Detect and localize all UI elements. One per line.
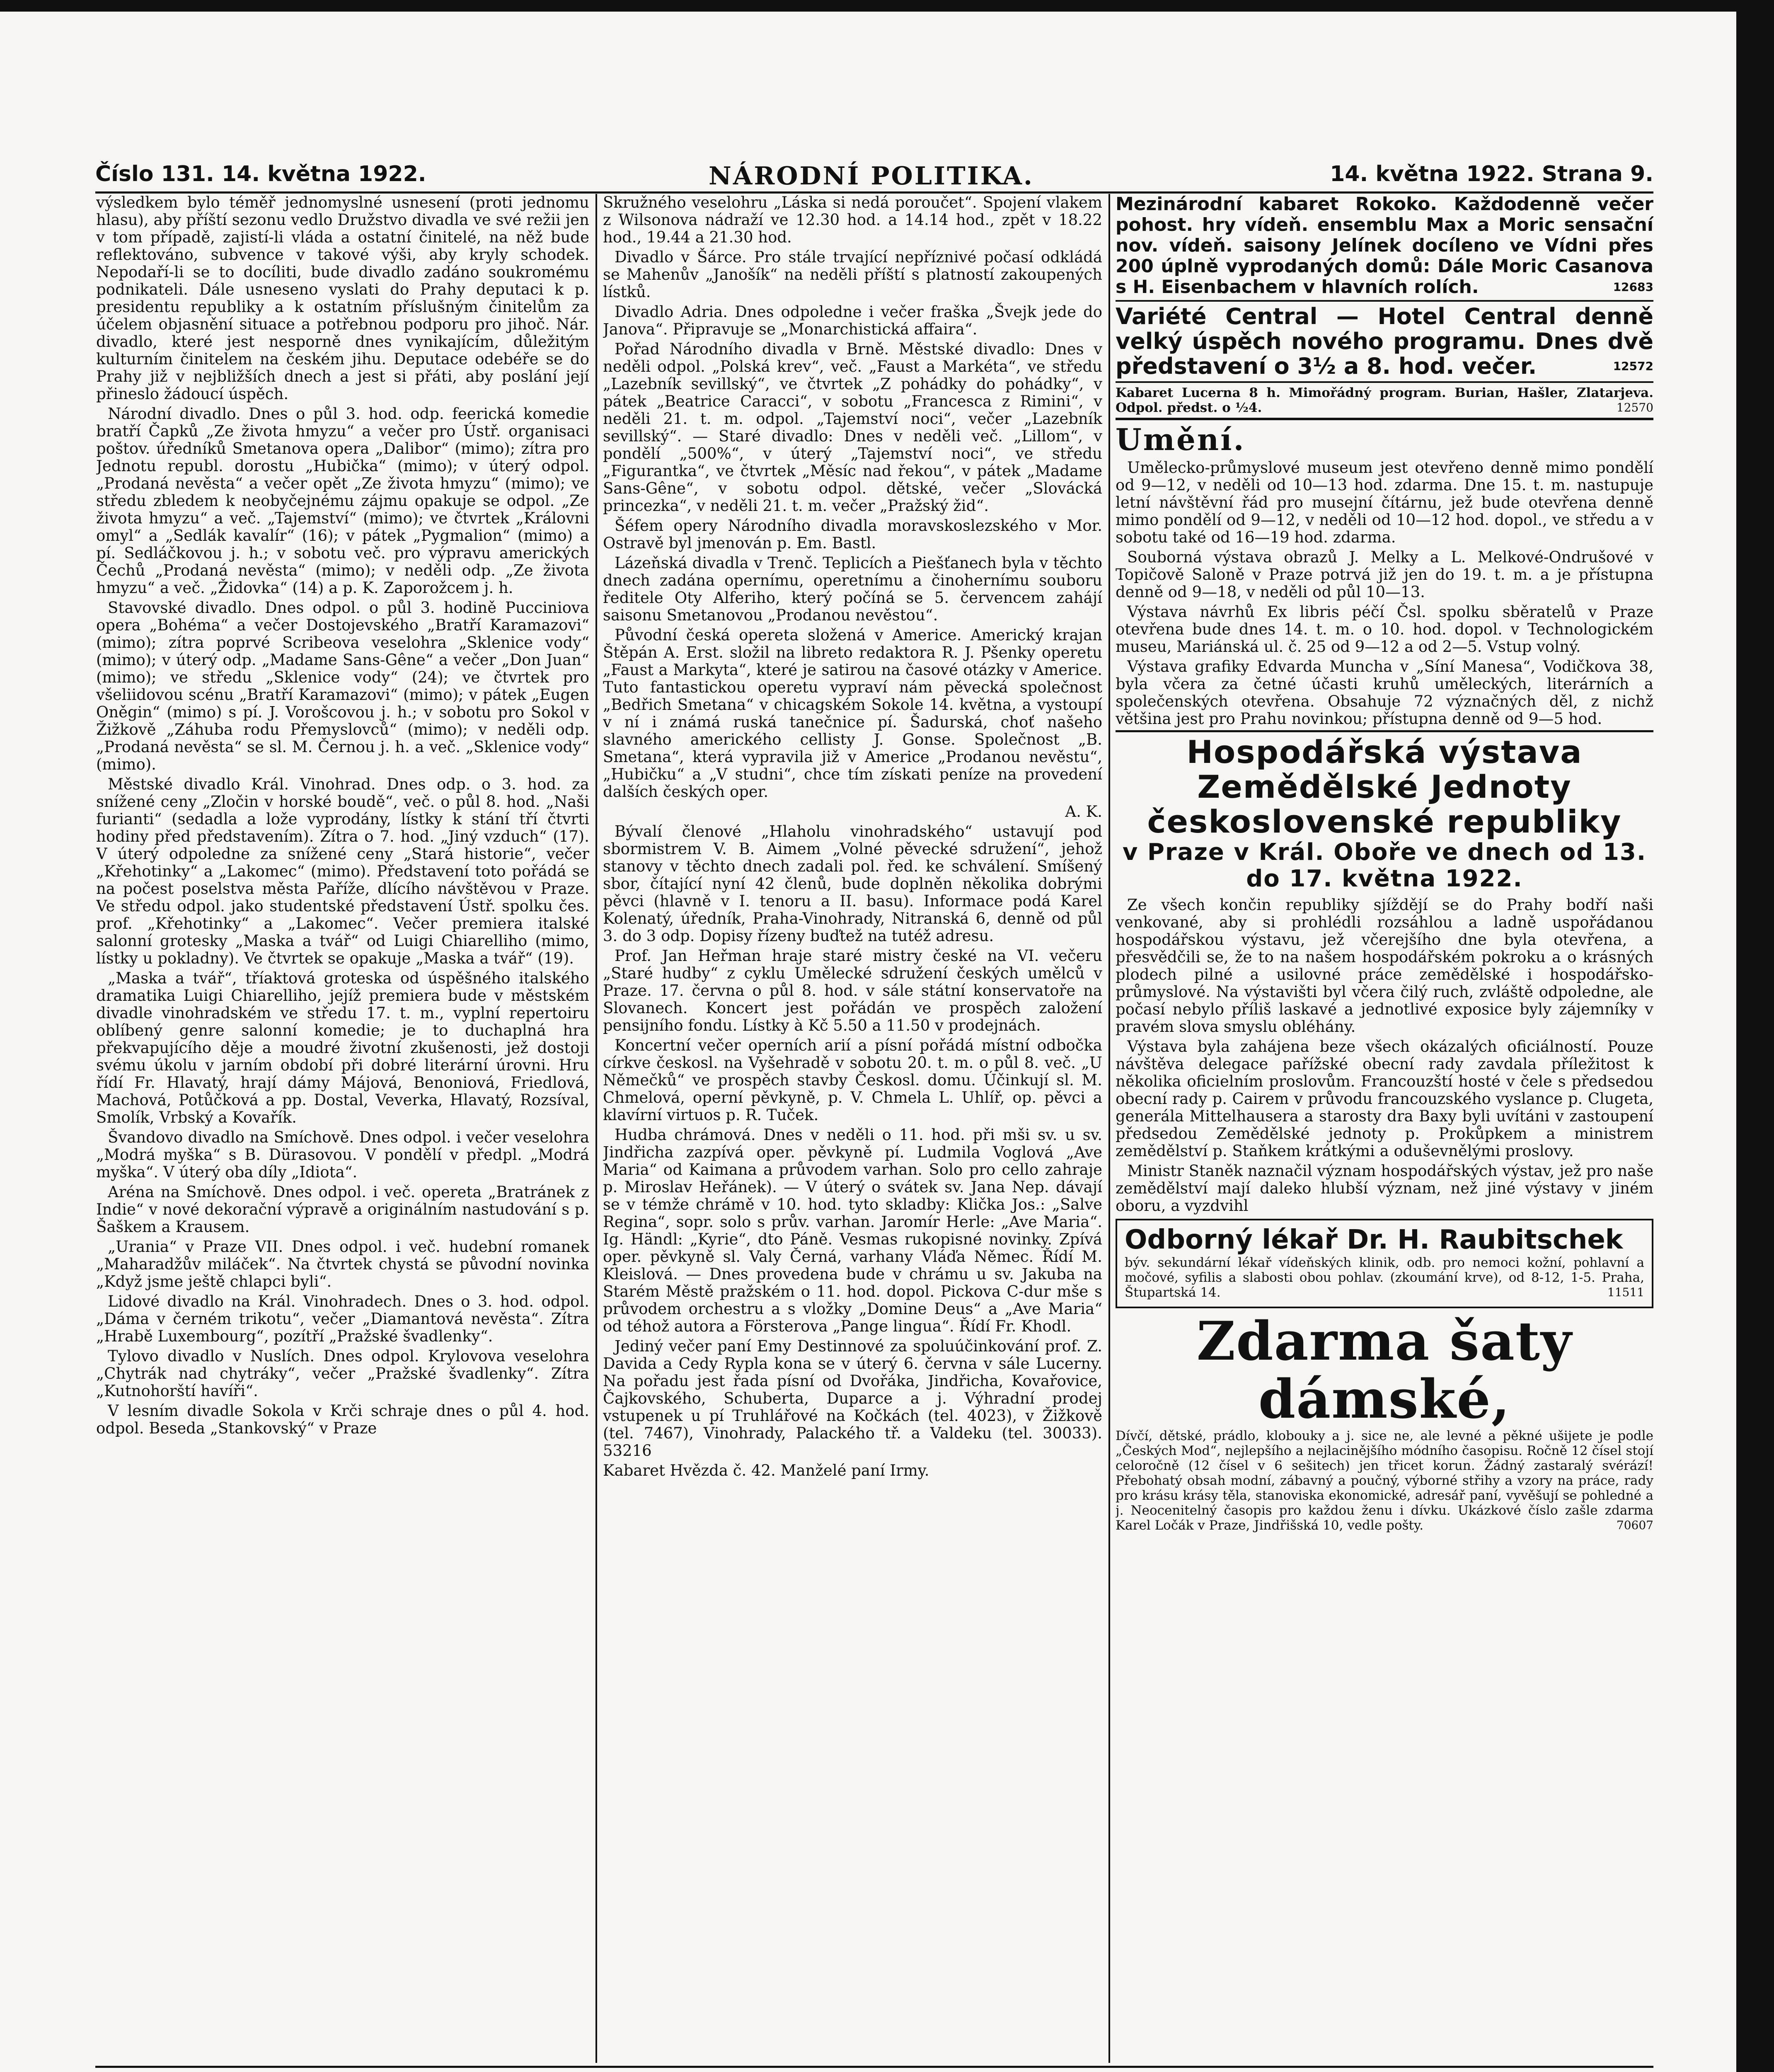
article-paragraph: Národní divadlo. Dnes o půl 3. hod. odp. feerická komedie bratří Čapků „Ze života hmyzu“ a večer pro Ústř. organisaci poštov. úředníků Smetanova opera „Dalibor“ (mimo); zítra pro Jednotu republ. dorostu „Hubička“ (mimo); v úterý odpol. „Prodaná nevěsta“ a večer opět „Ze života hmyzu“ (mimo); ve středu zbledem k neobyčejnému zájmu opakuje se odpol. „Ze života hmyzu“ a več. „Tajemství“ (mimo); ve čtvrtek „Královni omyl“ a „Sedlák kavalír“ (16); v pátek „Pygmalion“ (mimo) a pí. Sedláčkovou j. h.; v sobotu več. pro výpravu amerických Čechů „Prodaná nevěsta“ (mimo); v neděli odp. „Ze života hmyzu“ a več. „Židovka“ (14) a p. K. Zaporožcem j. h. bbox=[96, 405, 589, 597]
article-paragraph: Lázeňská divadla v Trenč. Teplicích a Piešťanech byla v těchto dnech zadána opernímu, operetnímu a činohernímu souboru ředitele Oty Alferiho, který počíná se 5. červencem zahájí saisonu Smetanovou „Prodanou nevěstou“. bbox=[603, 554, 1102, 624]
ad-rokoko-text: Mezinárodní kabaret Rokoko. Každodenně večer pohost. hry vídeň. ensemblu Max a Moric sensační nov. vídeň. saisony Jelínek docíleno ve Vídni přes 200 úplně vyprodaných domů: Dále Moric Casanova s H. Eisenbachem v hlavních rolích. bbox=[1116, 194, 1653, 298]
ad-zdarma bbox=[1116, 1312, 1653, 1533]
article-paragraph: Původní česká opereta složená v Americe. Americký krajan Štěpán A. Erst. složil na libreto redaktora R. J. Pšenky operetu „Faust a Markyta“, které je satirou na časové otázky v Americe. Tuto fantastickou operetu vypraví nám pěvecká společnost „Bedřich Smetana“ v chicagském Sokole 14. května, a vystoupí v ní i známá ruská tanečnice pí. Šadurská, choť našeho slavného amerického cellisty J. Gonse. Společnost „B. Smetana“, která vypravila již v Americe „Prodanou nevěstu“, „Hubičku“ a „V studni“, chce tím získati peníze na provedení dalších českých oper. bbox=[603, 626, 1102, 801]
article-paragraph: Městské divadlo Král. Vinohrad. Dnes odp. o 3. hod. za snížené ceny „Zločin v horské boudě“, več. o půl 8. hod. „Naši furianti“ (sedadla a lože vyprodány, lístky k stání tří čtvrti hodiny před představením). Zítra o 7. hod. „Jiný vzduch“ (17). V úterý odpoledne za snížené ceny „Stará historie“, večer „Křehotinky“ a „Lakomec“ (mimo). Představení toto pořádá se na počest poselstva města Paříže, dlícího návštěvou v Praze. Ve středu odpol. jako studentské představení Ústř. spolku čes. prof. „Křehotinky“ a „Lakomec“. Večer premiera italské salonní grotesky „Maska a tvář“ od Luigi Chiarelliho (mimo, lístky u pokladny). Ve čtvrtek se opakuje „Maska a tvář“ (19). bbox=[96, 775, 589, 967]
section-umeni-heading: Umění. bbox=[1116, 422, 1246, 457]
date-and-page: 14. května 1922. Strana 9. bbox=[1330, 162, 1653, 186]
ad-rokoko bbox=[1116, 194, 1653, 298]
ad-zdarma-body bbox=[1116, 1428, 1653, 1533]
ad-top-rule bbox=[95, 2066, 1653, 2068]
article-paragraph: Aréna na Smíchově. Dnes odpol. i več. opereta „Bratránek z Indie“ v nové dekorační výpravě a originálním nastudování s p. Šaškem a Krausem. bbox=[96, 1183, 589, 1236]
expo-subtitle: v Praze v Král. Oboře ve dnech od 13. do 17. května 1922. bbox=[1122, 839, 1647, 892]
umeni-paragraph: Výstava návrhů Ex libris péčí Čsl. spolku sběratelů v Praze otevřena bude dnes 14. t. m. o 10. hod. dopol. v Technologickém museu, Mariánská ul. č. 25 od 9—12 a od 2—5. Vstup volný. bbox=[1116, 603, 1653, 656]
col3-rule-1 bbox=[1116, 300, 1653, 302]
article-paragraph: Kabaret Hvězda č. 42. Manželé paní Irmy. bbox=[603, 1462, 929, 1479]
ad-doctor-code: 11511 bbox=[1607, 1285, 1644, 1299]
expo-paragraph: Ze všech končin republiky sjíždějí se do Prahy bodří naši venkované, aby si prohlédli rozsáhlou a ladně uspořádanou hospodářskou výstavu, jež včerejšího dne byla otevřena, a přesvědčili se, že to na našem hospodářském pokroku a o krásných plodech pilné a usilovné práce zemědělské i hospodářsko-průmyslové. Na výstavišti byl včera čilý ruch, zvláště odpoledne, ale počasí nebylo příliš laskavé a jednotlivé exposice byly zájemníky v pravém slova smyslu obléhány. bbox=[1116, 896, 1653, 1036]
masthead-title: NÁRODNÍ POLITIKA. bbox=[709, 162, 1034, 191]
article-paragraph: Šéfem opery Národního divadla moravskoslezského v Mor. Ostravě byl jmenován p. Em. Bastl. bbox=[603, 517, 1102, 552]
col3-rule-3 bbox=[1116, 418, 1653, 420]
column-3 bbox=[1116, 194, 1653, 2063]
ad-doctor bbox=[1116, 1219, 1653, 1308]
ad-central-code: 12572 bbox=[1613, 359, 1653, 373]
article-paragraph: Prof. Jan Heřman hraje staré mistry české na VI. večeru „Staré hudby“ z cyklu Umělecké sdružení českých umělců v Praze. 17. června o půl 8. hod. v sále státní konservatoře na Slovanech. Koncert jest pořádán ve prospěch založení pensijního fondu. Lístky à Kč 5.50 a 11.50 v prodejnách. bbox=[603, 947, 1102, 1034]
article-paragraph: Lidové divadlo na Král. Vinohradech. Dnes o 3. hod. odpol. „Dáma v černém trikotu“, večer „Diamantová nevěsta“. Zítra „Hrabě Luxembourg“, pozítří „Pražské švadlenky“. bbox=[96, 1293, 589, 1345]
article-paragraph: Skružného veselohru „Láska si nedá poroučet“. Spojení vlakem z Wilsonova nádraží ve 12.30 hod. a 14.14 hod., zpět v 18.22 hod., 19.44 a 21.30 hod. bbox=[603, 194, 1102, 246]
umeni-paragraph: Výstava grafiky Edvarda Muncha v „Síní Manesa“, Vodičkova 38, byla včera za četné účasti kruhů uměleckých, literárních a společenských otevřena. Obsahuje 72 význačných děl, z nichž většina jest pro Prahu novinkou; přístupna denně od 9—5 hod. bbox=[1116, 658, 1653, 728]
expo-article bbox=[1116, 896, 1653, 1215]
column-rule-2 bbox=[1108, 194, 1110, 2063]
ad-lucerna bbox=[1116, 385, 1653, 415]
article-paragraph: A. K. bbox=[1065, 803, 1102, 821]
ad-lucerna-text: Kabaret Lucerna 8 h. Mimořádný program. Burian, Hašler, Zlatarjeva. Odpol. předst. o ½4. bbox=[1116, 385, 1653, 415]
ad-lucerna-code: 12570 bbox=[1616, 401, 1653, 414]
article-paragraph: Hudba chrámová. Dnes v neděli o 11. hod. při mši sv. u sv. Jindřicha zazpívá oper. pěvkyně pí. Ludmila Voglová „Ave Maria“ od Kaimana a průvodem varhan. Solo pro cello zahraje p. Miroslav Heřánek). — V úterý o svátek sv. Jana Nep. dávají se v témže chrámě v 10. hod. tyto skladby: Klička Jos.: „Salve Regina“, sopr. solo s prův. varhan. Jaromír Herle: „Ave Maria“. Ig. Händl: „Kyrie“, dto Páně. Vesmas rukopisné novinky. Zpívá oper. pěvkyně sl. Valy Černá, varhany Vláďa Němec. Řídí M. Kleislová. — Dnes provedena bude v chrámu u sv. Jakuba na Starém Městě pražském o 11. hod. dopol. Pickova C-dur mše s průvodem orchestru a s vložky „Domine Deus“ a „Ave Maria“ od téhož autora a Försterova „Pange lingua“. Řídí Fr. Khodl. bbox=[603, 1126, 1102, 1335]
header-rule bbox=[95, 191, 1653, 194]
page-header bbox=[95, 159, 1653, 191]
ad-central-text: Variété Central — Hotel Central denně velký úspěch nového programu. Dnes dvě představení o 3½ a 8. hod. večer. bbox=[1116, 303, 1653, 379]
ad-zdarma-text: Dívčí, dětské, prádlo, klobouky a j. sice ne, ale levné a pěkné ušijete je podle „Českých Mod“, nejlepšího a nejlacinějšího módního časopisu. Ročně 12 čísel stojí celoročně (12 čísel v 6 sešitech) jen třicet korun. Žádný zastaralý svérází! Přebohatý obsah modní, zábavný a poučný, výborné střihy a vzory na práce, rady pro krásu krásy těla, stanoviska ekonomické, adresář paní, vyvěšují se pohledné a j. Neocenitelný časopis pro každou ženu i dívku. Ukázkové číslo zašle zdarma Karel Ločák v Praze, Jindřišská 10, vedle pošty. bbox=[1116, 1428, 1653, 1533]
ad-zdarma-title: Zdarma šaty dámské, bbox=[1196, 1310, 1573, 1431]
scan-edge-top-left bbox=[0, 0, 1774, 12]
article-paragraph: Pořad Národního divadla v Brně. Městské divadlo: Dnes v neděli odpol. „Polská krev“, več. „Faust a Markéta“, ve středu „Lazebník sevillský“, ve čtvrtek „Z pohádky do pohádky“, v pátek „Beatrice Caracci“, v sobotu „Francesca z Rimini“, v neděli 21. t. m. odpol. „Tajemství noci“, večer „Lazebník sevillský“. — Staré divadlo: Dnes v neděli več. „Lillom“, v pondělí „500%“, v úterý „Tajemství noci“, ve středu „Figurantka“, ve čtvrtek „Měsíc nad řekou“, v pátek „Madame Sans-Gêne“, v sobotu odpol. dětské, večer „Slovácká princezka“, v neděli 21. t. m. večer „Pražský žid“. bbox=[603, 340, 1102, 515]
column-2 bbox=[603, 194, 1102, 2063]
column-1 bbox=[96, 194, 589, 2063]
article-paragraph: V lesním divadle Sokola v Krči schraje dnes o půl 4. hod. odpol. Beseda „Stankovský“ v Praze bbox=[96, 1402, 589, 1437]
article-paragraph: Tylovo divadlo v Nuslích. Dnes odpol. Krylovova veselohra „Chytrák nad chytráky“, večer „Pražské švadlenky“. Zítra „Kutnohorští havíři“. bbox=[96, 1347, 589, 1400]
ad-doctor-text: býv. sekundární lékař vídeňských klinik, odb. pro nemoci kožní, pohlavní a močové, syfilis a slabosti obou pohlav. (zkoumání krve), od 8-12, 1-5. Praha, Štupartská 14. bbox=[1125, 1255, 1644, 1300]
issue-number: Číslo 131. 14. května 1922. bbox=[95, 162, 426, 186]
scan-edge-right bbox=[1736, 0, 1774, 2072]
ad-doctor-body bbox=[1125, 1255, 1644, 1300]
ad-zdarma-code: 70607 bbox=[1616, 1518, 1653, 1532]
column-rule-1 bbox=[595, 194, 597, 2063]
article-paragraph: Bývalí členové „Hlaholu vinohradského“ ustavují pod sbormistrem V. B. Aimem „Volné pěvecké sdružení“, jehož stanovy v těchto dnech zadali pol. řed. ke schválení. Smíšený sbor, čítající nyní 42 členů, bude doplněn několika dobrými pěvci (hlavně v I. tenoru a II. basu). Informace podá Karel Kolenatý, úředník, Praha-Vinohrady, Nitranská 6, denně od půl 3. do 3 odp. Dopisy řízeny buďtež na tutéž adresu. bbox=[603, 823, 1102, 945]
ad-doctor-title: Odborný lékař Dr. H. Raubitschek bbox=[1125, 1225, 1623, 1255]
umeni-paragraph: Umělecko-průmyslové museum jest otevřeno denně mimo pondělí od 9—12, v neděli od 10—13 hod. zdarma. Dne 15. t. m. nastupuje letní návštěvní řád pro musejní čítárnu, jež bude otevřena denně mimo pondělí od 9—12, v neděli od 10—12 hod. dopol., ve středu a v sobotu také od 16—19 hod. zdarma. bbox=[1116, 459, 1653, 546]
col3-rule-2 bbox=[1116, 381, 1653, 383]
article-paragraph: Stavovské divadlo. Dnes odpol. o půl 3. hodině Pucciniova opera „Bohéma“ a večer Dostojevského „Bratří Karamazovi“ (mimo); zítra poprvé Scribeova veselohra „Sklenice vody“ (mimo); v úterý odp. „Madame Sans-Gêne“ a večer „Don Juan“ (mimo); ve středu „Sklenice vody“ (24); ve čtvrtek pro všeliidovou scénu „Bratří Karamazovi“ (mimo); v pátek „Eugen Oněgin“ (mimo) s pí. J. Vorošcovou j. h.; v sobotu pro Sokol v Žižkově „Záhuba rodu Přemyslovců“ (mimo); v neděli odp. „Prodaná nevěsta“ se sl. M. Černou j. h. a več. „Sklenice vody“ (mimo). bbox=[96, 599, 589, 773]
col3-rule-4 bbox=[1116, 730, 1653, 732]
expo-paragraph: Ministr Staněk naznačil význam hospodářských výstav, jež pro naše zemědělství mají daleko hlubší význam, než jiné výstavy v jiném oboru, a vyzdvihl bbox=[1116, 1162, 1653, 1215]
umeni-articles bbox=[1116, 459, 1653, 728]
article-paragraph: výsledkem bylo téměř jednomyslné usnesení (proti jednomu hlasu), aby příští sezonu vedlo Družstvo divadla ve své režii jen v tom případě, zajistí-li vláda a ostatní činitelé, na něž bude reflektováno, subvence v takové výši, aby kryly schodek. Nepodaří-li se to docíliti, bude divadlo zadáno soukromému podnikateli. Dále usneseno vyslati do Prahy deputaci k p. presidentu republiky a k ostatním příslušným činitelům za účelem objasnění situace a potřebnou podporu pro jihoč. Nár. divadlo, které jest nesporně dnes vynikajícím, důležitým kulturním činitelem na českém jihu. Deputace odebéře se do Prahy již v nejbližších dnech a jest si přáti, aby poslání její přineslo žádoucí úspěch. bbox=[96, 194, 589, 403]
article-paragraph: Divadlo v Šárce. Pro stále trvající nepříznivé počasí odkládá se Mahenův „Janošík“ na neděli příští s platností zakoupených lístků. bbox=[603, 248, 1102, 301]
ad-rokoko-code: 12683 bbox=[1613, 280, 1653, 294]
expo-paragraph: Výstava byla zahájena beze všech okázalých oficiálností. Pouze návštěva delegace pařížské obecní rady zavdala příležitost k několika oficielním proslovům. Francouzští hosté v čele s předsedou obecní rady p. Cairem v průvodu francouzského vyslance p. Clugeta, generála Mittelhausera a starosty dra Baxy byli uvítáni v zastoupení předsedou Zemědělské jednoty p. Prokůpkem a ministrem zemědělství p. Staňkem krátkými a oduševnělými proslovy. bbox=[1116, 1038, 1653, 1160]
umeni-paragraph: Souborná výstava obrazů J. Melky a L. Melkové-Ondrušové v Topičově Saloně v Praze potrvá již jen do 19. t. m. a je přístupna denně od 9—18, v neděli od půl 10—13. bbox=[1116, 548, 1653, 601]
article-paragraph: „Maska a tvář“, tříaktová groteska od úspěšného italského dramatika Luigi Chiarelliho, jejíž premiera bude v městském divadle vinohradském ve středu 17. t. m., vyplní repertoiru oblíbený genre salonní komedie; je to duchaplná hra překvapujícího děje a moudré životní zkušenosti, jež dostoji svému úkolu v jarním období při dobré literární úrovni. Hru řídí Fr. Hlavatý, hrají dámy Májová, Benoniová, Friedlová, Machová, Potůčková a pp. Dostal, Veverka, Hlavatý, Rozsíval, Smolík, Vrbský a Kovařík. bbox=[96, 969, 589, 1126]
ad-central bbox=[1116, 304, 1653, 379]
article-paragraph: Švandovo divadlo na Smíchově. Dnes odpol. i večer veselohra „Modrá myška“ s B. Dürasovou. V pondělí v předpl. „Modrá myška“. V úterý oba díly „Idiota“. bbox=[96, 1128, 589, 1181]
article-paragraph: „Urania“ v Praze VII. Dnes odpol. i več. hudební romanek „Maharadžův miláček“. Na čtvrtek chystá se původní novinka „Když jsme ještě chlapci byli“. bbox=[96, 1238, 589, 1290]
article-paragraph: Koncertní večer operních arií a písní pořádá místní odbočka církve českosl. na Vyšehradě v sobotu 20. t. m. o půl 8. več. „U Němečků“ ve prospěch stavby Českosl. domu. Účinkují sl. M. Chmelová, operní pěvkyně, p. V. Chmela L. Uhlíř, op. pěvci a klavírní virtuos p. R. Tuček. bbox=[603, 1036, 1102, 1124]
article-paragraph: Divadlo Adria. Dnes odpoledne i večer fraška „Švejk jede do Janova“. Připravuje se „Monarchistická affaira“. bbox=[603, 303, 1102, 338]
article-paragraph: Jediný večer paní Emy Destinnové za spoluúčinkování prof. Z. Davida a Cedy Rypla kona se v úterý 6. června v sále Lucerny. Na pořadu jest řada písní od Dvořáka, Jindřicha, Kovařovice, Čajkovského, Schuberta, Duparce a j. Výhradní prodej vstupenek u pí Truhlářové na Kočkách (tel. 4023), v Žižkově (tel. 7467), Vinohrady, Palackého tř. a Valdeku (tel. 30033). 53216 bbox=[603, 1337, 1102, 1460]
expo-title: Hospodářská výstava Zemědělské Jednoty československé republiky bbox=[1147, 733, 1622, 840]
